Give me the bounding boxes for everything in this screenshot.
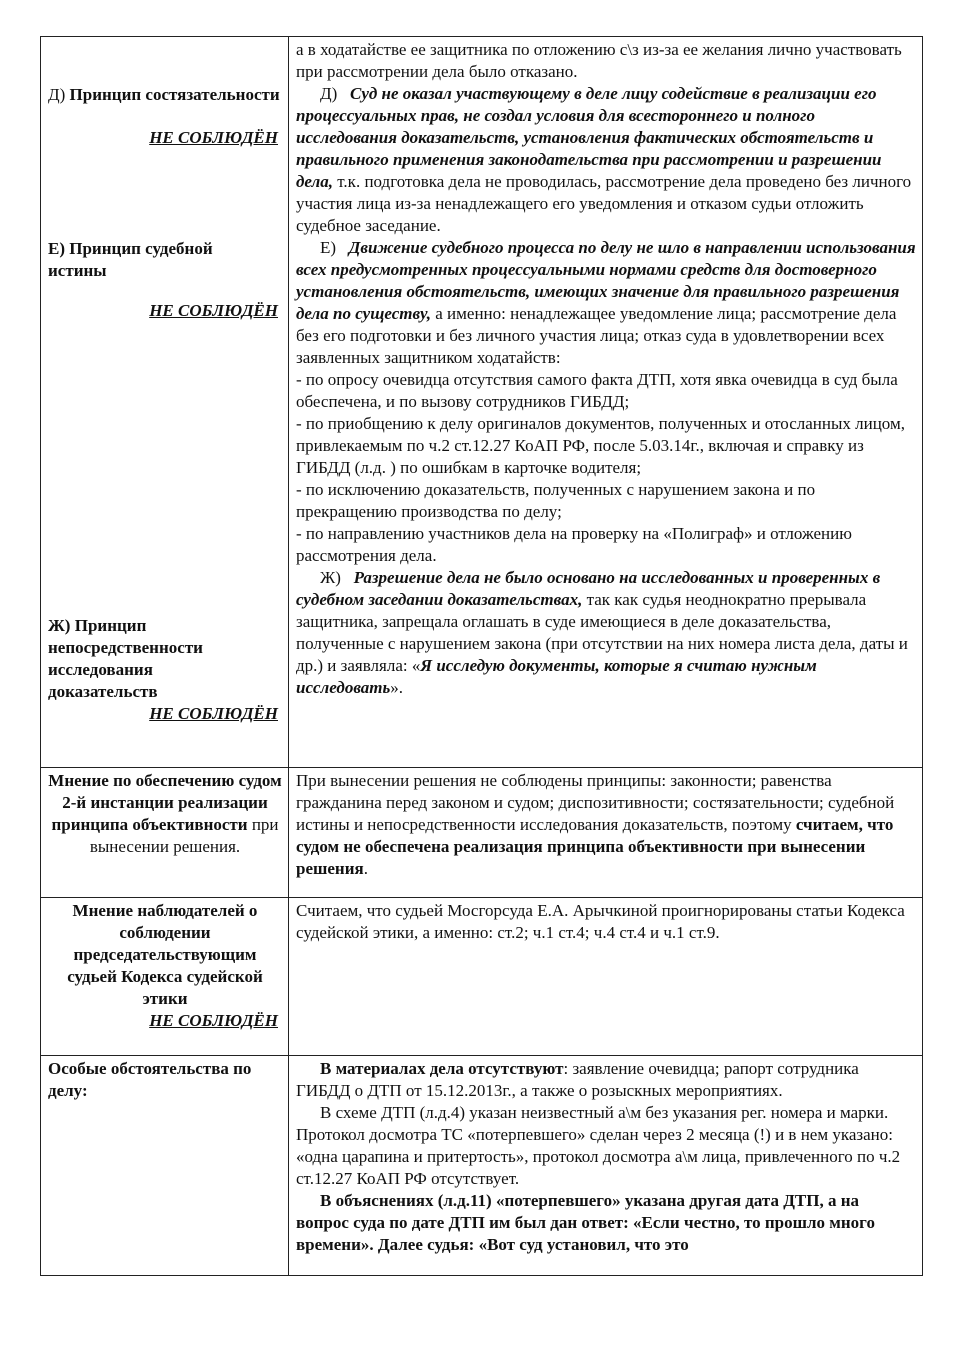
special-paragraph-3: В объяснениях (л.д.11) «потерпевшего» указана другая дата ДТП, а на вопрос суда по дате ДТП им был дан ответ: «Если честно, то прошло много времени». Далее судья: «Вот суд установил, что это (296, 1191, 875, 1254)
list-item: - по направлению участников дела на проверку на «Полиграф» и отложению рассмотрения дела. (296, 524, 852, 565)
objectivity-title-cell (41, 768, 289, 898)
principle-d-letter: Д) (48, 85, 66, 104)
assessment-table (40, 36, 923, 1276)
objectivity-title: Мнение по обеспечению судом 2-й инстанции реализации принципа объективности (48, 771, 282, 834)
table-row (41, 37, 923, 768)
objectivity-text-cell (289, 768, 923, 898)
paragraph-e-rest: а именно: ненадлежащее уведомление лица; рассмотрение дела без его подготовки и без личного участия лица; отказ суда в удовлетворении всех заявленных защитником ходатайств: (296, 304, 897, 367)
principles-cell (41, 37, 289, 768)
principle-d-title: Принцип состязательности (69, 85, 280, 104)
paragraph-e-bold: Движение судебного процесса по делу не шло в направлении использования всех предусмотренных процессуальными нормами средств для достоверного установления обстоятельств, имеющих значение для правильного разрешения дела по существу, (296, 238, 916, 323)
paragraph-zh-quote: Я исследую документы, которые я считаю нужным исследовать (296, 656, 817, 697)
paragraph-zh-bold: Разрешение дела не было основано на исследованных и проверенных в судебном заседании доказательствах, (296, 568, 881, 609)
paragraph-zh-rest: так как судья неоднократно прерывала защитника, запрещала оглашать в суде имеющиеся в деле доказательства, полученные с нарушением закона (при отсутствии на них номера листа дела, даты и др.) и заявляла: « (296, 590, 908, 675)
special-paragraph-2: В схеме ДТП (л.д.4) указан неизвестный а\м без указания рег. номера и марки. Протокол досмотра ТС «потерпевшего» сделан через 2 месяца (!) и в нем указано: «одна царапина и притертость», протокол досмотра а\м лица, привлеченного по ч.2 ст.12.27 КоАП РФ отсутствует. (296, 1103, 901, 1188)
principle-d (48, 84, 282, 238)
paragraph-zh-end: ». (390, 678, 404, 697)
special-p1-rest: : заявление очевидца; рапорт сотрудника ГИБДД о ДТП от 15.12.2013г., а также о розыскных мероприятиях. (296, 1059, 859, 1100)
ethics-text: Считаем, что судьей Мосгорсуда Е.А. Арычкиной проигнорированы статьи Кодекса судейской этики, а именно: ст.2; ч.1 ст.4; ч.4 ст.4 и ч.1 ст.9. (296, 901, 905, 942)
paragraph-d (296, 83, 916, 237)
special-title: Особые обстоятельства по делу: (48, 1059, 252, 1100)
special-title-cell (41, 1056, 289, 1276)
objectivity-text-plain: При вынесении решения не соблюдены принципы: законности; равенства гражданина перед законом и судом; диспозитивности; состязательности; судебной истины и непосредственности исследования доказательств, поэтому (296, 771, 895, 834)
principle-d-status: НЕ СОБЛЮДЁН (149, 128, 278, 147)
principles-text-cell (289, 37, 923, 768)
special-paragraph-1 (296, 1058, 916, 1102)
paragraph-e-lead: Е) (320, 238, 337, 257)
table-row (41, 898, 923, 1056)
paragraph-d-lead: Д) (320, 84, 338, 103)
paragraph-d-bold: Суд не оказал участвующему в деле лицу содействие в реализации его процессуальных прав, не создал условия для всестороннего и полного исследования доказательств, установления фактических обстоятельств и правильного применения законодательства при рассмотрении и разрешении дела, (296, 84, 882, 191)
principle-zh (48, 615, 282, 725)
principle-e-title: Е) Принцип судебной истины (48, 239, 213, 280)
paragraph-zh-lead: Ж) (320, 568, 341, 587)
special-text-cell (289, 1056, 923, 1276)
objectivity-text-bold: считаем, что судом не обеспечена реализация принципа объективности при вынесении решения (296, 815, 894, 878)
paragraph-intro: а в ходатайстве ее защитника по отложению с\з из-за ее желания лично участвовать при рассмотрении дела было отказано. (296, 40, 902, 81)
list-item: - по приобщению к делу оригиналов документов, полученных и отосланных лицом, привлекаемым по ч.2 ст.12.27 КоАП РФ, после 5.03.14г., включая и справку из ГИБДД (л.д. ) по ошибкам в карточке водителя; (296, 414, 905, 477)
ethics-status: НЕ СОБЛЮДЁН (149, 1011, 278, 1030)
ethics-text-cell (289, 898, 923, 1056)
ethics-title-cell (41, 898, 289, 1056)
objectivity-title-rest: при вынесении решения. (89, 815, 279, 856)
paragraph-zh (296, 567, 916, 699)
objectivity-text (296, 770, 916, 880)
paragraph-e (296, 237, 916, 369)
special-p1-bold: В материалах дела отсутствуют (320, 1059, 564, 1078)
principle-e-status: НЕ СОБЛЮДЁН (149, 301, 278, 320)
list-item: - по опросу очевидца отсутствия самого факта ДТП, хотя явка очевидца в суд была обеспечена, и по вызову сотрудников ГИБДД; (296, 370, 898, 411)
table-row (41, 768, 923, 898)
paragraph-d-rest: т.к. подготовка дела не проводилась, рассмотрение дела проведено без личного участия лица из-за ненадлежащего его уведомления и отказом судьи отложить судебное заседание. (296, 172, 912, 235)
list-item: - по исключению доказательств, полученных с нарушением закона и по прекращению производства по делу; (296, 480, 816, 521)
objectivity-text-end: . (363, 859, 368, 878)
principle-zh-title: Ж) Принцип непосредственности исследования доказательств (48, 616, 203, 701)
ethics-title: Мнение наблюдателей о соблюдении председательствующим судьей Кодекса судейской этики (67, 901, 263, 1008)
principle-e (48, 238, 282, 615)
table-row (41, 1056, 923, 1276)
principle-zh-status: НЕ СОБЛЮДЁН (149, 704, 278, 723)
